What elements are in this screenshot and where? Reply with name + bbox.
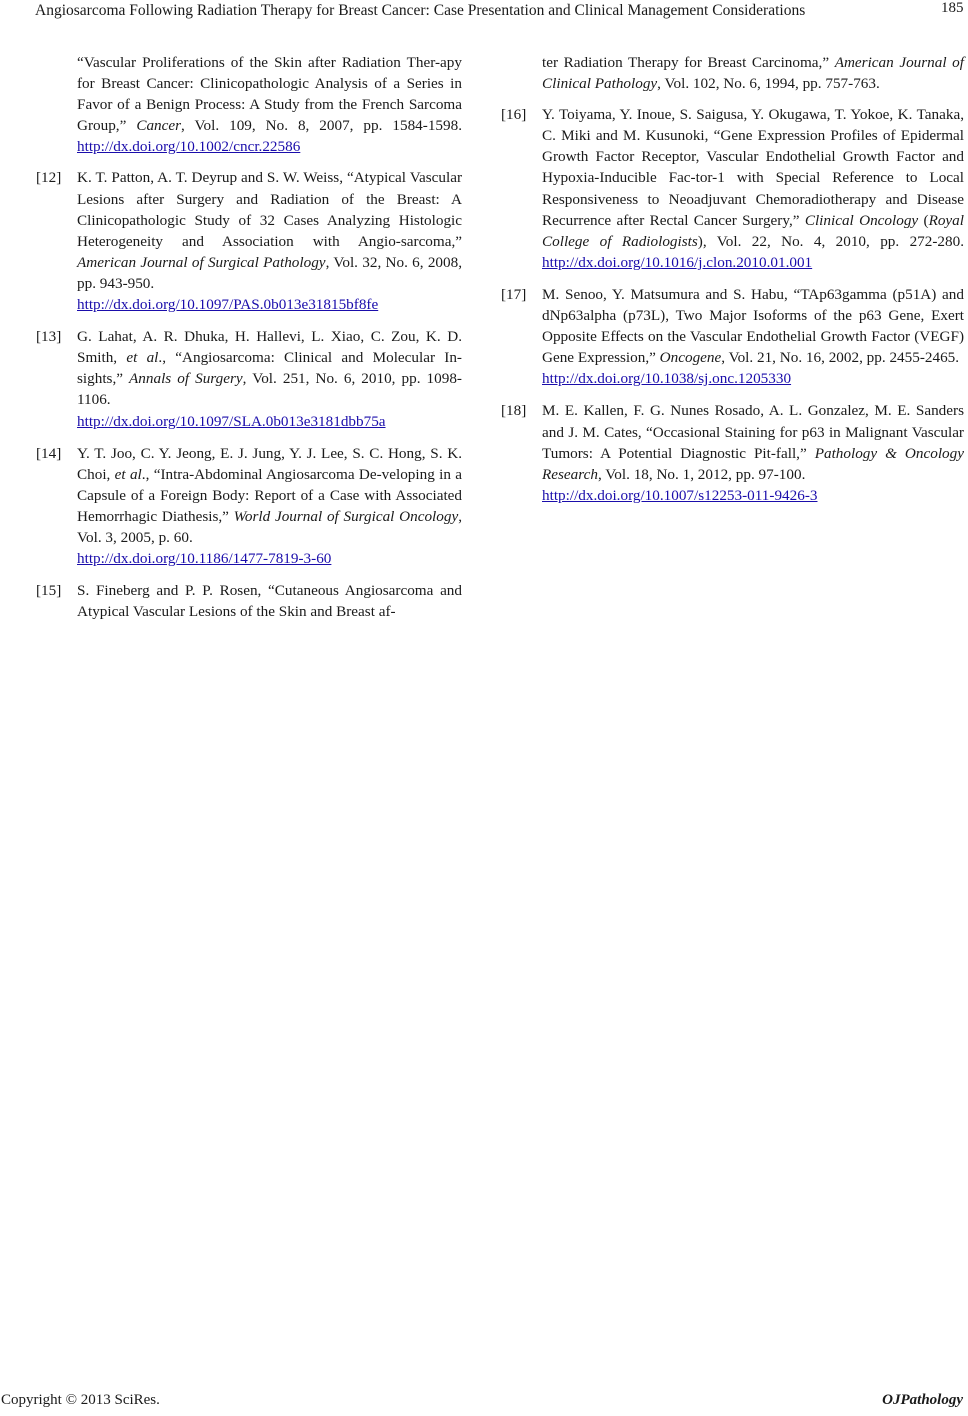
reference-text: , Vol. 3, 2005, p. 60.: [77, 507, 462, 546]
reference-12: [38, 167, 462, 315]
reference-18: [503, 400, 964, 505]
doi-link[interactable]: http://dx.doi.org/10.1016/j.clon.2010.01.001: [542, 253, 813, 271]
reference-text: , Vol. 18, No. 1, 2012, pp. 97-100.: [597, 465, 806, 483]
reference-text: ., “Angiosarcoma: Clinical and Molecular In-sights,”: [77, 349, 462, 388]
reference-text: , Vol. 21, No. 16, 2002, pp. 2455-2465.: [721, 349, 960, 367]
reference-17: [503, 284, 964, 389]
reference-text: K. T. Patton, A. T. Deyrup and S. W. Weiss, “Atypical Vascular Lesions after Surgery and Radiation of the Breast: A Clinicopathologic Study of 32 Cases Analyzing Histologic Heterogeneity and Association with Angio-sarcoma,”: [77, 169, 462, 250]
reference-16: [503, 104, 964, 273]
reference-text: (: [918, 211, 929, 229]
reference-text: G. Lahat, A. R. Dhuka, H. Hallevi, L. Xiao, C. Zou, K. D. Smith,: [77, 328, 462, 367]
reference-number: [18]: [501, 402, 527, 420]
reference-14: [38, 443, 462, 570]
running-header: [0, 0, 968, 22]
copyright-notice: Copyright © 2013 SciRes.: [1, 1392, 160, 1408]
reference-text: S. Fineberg and P. P. Rosen, “Cutaneous Angiosarcoma and Atypical Vascular Lesions of the Skin and Breast af-: [77, 582, 462, 621]
reference-text: Y. T. Joo, C. Y. Jeong, E. J. Jung, Y. J. Lee, S. C. Hong, S. K. Choi,: [77, 444, 462, 483]
page-number: 185: [941, 0, 964, 16]
journal-abbrev: OJPathology: [882, 1392, 963, 1408]
journal-name: World Journal of Surgical Oncology: [233, 507, 459, 525]
reference-continuation: [503, 52, 964, 94]
reference-text: , Vol. 109, No. 8, 2007, pp. 1584-1598.: [181, 117, 462, 135]
reference-text: ., “Intra-Abdominal Angiosarcoma De-veloping in a Capsule of a Foreign Body: Report of a Case with Associated Hemorrhagic Diathesis,”: [77, 465, 462, 525]
journal-subtitle: Royal College of Radiologists: [542, 211, 964, 250]
journal-name: American Journal of Clinical Pathology: [542, 54, 964, 93]
left-column: [38, 52, 462, 633]
reference-text: “Vascular Proliferations of the Skin after Radiation Ther-apy for Breast Cancer: Clinicopathologic Analysis of a Series in Favor of a Benign Process: A Study from the French Sarcoma Group,”: [77, 54, 462, 135]
reference-number: [12]: [36, 169, 62, 187]
doi-link[interactable]: http://dx.doi.org/10.1007/s12253-011-9426-3: [542, 486, 818, 504]
reference-number: [15]: [36, 582, 62, 600]
reference-text: , Vol. 32, No. 6, 2008, pp. 943-950.: [77, 253, 463, 292]
reference-text: Y. Toiyama, Y. Inoue, S. Saigusa, Y. Okugawa, T. Yokoe, K. Tanaka, C. Miki and M. Kusunoki, “Gene Expression Profiles of Epidermal Growth Factor Receptor, Vascular Endothelial Growth Factor and Hypoxia-Inducible Fac-tor-1 with Special Reference to Local Responsiveness to Neoadjuvant Chemoradiotherapy and Disease Recurrence after Rectal Cancer Surgery,”: [542, 106, 964, 229]
running-title: Angiosarcoma Following Radiation Therapy for Breast Cancer: Case Presentation and Clinical Management Considerations: [35, 2, 806, 19]
reference-text: ), Vol. 22, No. 4, 2010, pp. 272-280.: [697, 232, 964, 250]
doi-link[interactable]: http://dx.doi.org/10.1186/1477-7819-3-60: [77, 550, 332, 568]
journal-name: American Journal of Surgical Pathology: [77, 253, 326, 271]
reference-15: [38, 580, 462, 622]
reference-number: [13]: [36, 328, 62, 346]
reference-13: [38, 326, 462, 431]
journal-name: Pathology & Oncology Research: [542, 444, 964, 483]
et-al: et al: [114, 465, 142, 483]
right-column: [503, 52, 964, 517]
reference-text: , Vol. 251, No. 6, 2010, pp. 1098-1106.: [77, 370, 462, 409]
reference-text: ter Radiation Therapy for Breast Carcinoma,”: [542, 54, 835, 71]
doi-link[interactable]: http://dx.doi.org/10.1097/PAS.0b013e31815bf8fe: [77, 296, 379, 314]
doi-link[interactable]: http://dx.doi.org/10.1038/sj.onc.1205330: [542, 370, 792, 388]
reference-number: [14]: [36, 444, 62, 462]
reference-text: , Vol. 102, No. 6, 1994, pp. 757-763.: [657, 75, 880, 93]
reference-number: [17]: [501, 285, 527, 303]
journal-name: Clinical Oncology: [804, 211, 919, 229]
et-al: et al: [126, 349, 159, 367]
reference-text: M. E. Kallen, F. G. Nunes Rosado, A. L. Gonzalez, M. E. Sanders and J. M. Cates, “Occasional Staining for p63 in Malignant Vascular Tumors: A Potential Diagnostic Pit-fall,”: [542, 402, 964, 462]
journal-name: Oncogene: [659, 349, 722, 367]
reference-text: M. Senoo, Y. Matsumura and S. Habu, “TAp63gamma (p51A) and dNp63alpha (p73L), Two Major Isoforms of the p63 Gene, Exert Opposite Effects on the Vascular Endothelial Growth Factor (VEGF) Gene Expression,”: [542, 285, 964, 367]
doi-link[interactable]: http://dx.doi.org/10.1097/SLA.0b013e3181dbb75a: [77, 412, 386, 430]
doi-link[interactable]: http://dx.doi.org/10.1002/cncr.22586: [77, 138, 301, 156]
reference-number: [16]: [501, 106, 527, 124]
reference-continuation: [38, 52, 462, 157]
journal-name: Cancer: [136, 117, 182, 135]
journal-name: Annals of Surgery: [129, 370, 243, 388]
